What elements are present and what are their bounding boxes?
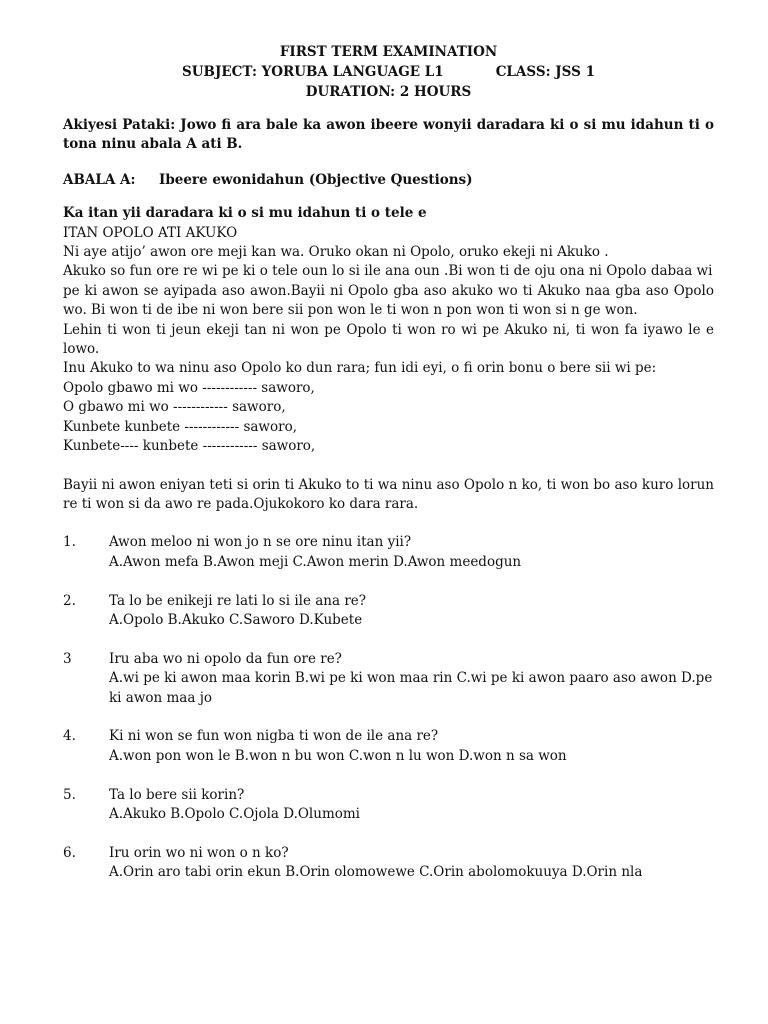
question-item — [63, 786, 714, 825]
subject-label: SUBJECT: YORUBA LANGUAGE L1 — [182, 64, 444, 80]
passage-instruction: Ka itan yii daradara ki o si mu idahun ti o tele e — [63, 205, 427, 222]
story-line: Ni aye atijo’ awon ore meji kan wa. Oruko okan ni Opolo, oruko ekeji ni Akuko . — [63, 244, 609, 261]
story-line: pe ki awon se ayipada aso awon.Bayii ni Opolo gba aso akuko wo ti Akuko naa gba aso Opolo wo. Bi won ti de ibe ni won bere sii pon won le ti won n pon won ti won si n ge won. — [63, 282, 714, 319]
question-options: A.wi pe ki awon maa korin B.wi pe ki won maa rin C.wi pe ki awon paaro aso awon D.pe ki awon maa jo — [109, 670, 713, 706]
question-number: 2. — [63, 592, 76, 609]
subject-line — [63, 62, 714, 82]
section-a-label: ABALA A: — [63, 171, 136, 188]
question-text: Awon meloo ni won jo n se ore ninu itan yii? — [109, 534, 412, 551]
instruction-text: Akiyesi Pataki: Jowo fi ara bale ka awon ibeere wonyii daradara ki o si mu idahun ti o tona ninu abala A ati B. — [63, 117, 714, 153]
song-line: O gbawo mi wo ------------ saworo, — [63, 399, 286, 416]
question-item — [63, 592, 714, 631]
section-a-title: Ibeere ewonidahun (Objective Questions) — [159, 171, 473, 188]
story-line: Akuko so fun ore re wi pe ki o tele oun lo si ile ana oun .Bi won ti de oju ona ni Opolo dabaa wi — [63, 263, 713, 280]
question-number: 6. — [63, 844, 76, 861]
question-text: Ta lo bere sii korin? — [109, 786, 245, 803]
question-text: Ta lo be enikeji re lati lo si ile ana re? — [109, 592, 367, 609]
question-text: Iru aba wo ni opolo da fun ore re? — [109, 650, 342, 667]
question-item — [63, 844, 714, 883]
class-label: CLASS: JSS 1 — [495, 64, 595, 80]
question-text: Iru orin wo ni won o n ko? — [109, 844, 289, 861]
question-item — [63, 650, 714, 709]
question-number: 4. — [63, 728, 76, 745]
question-text: Ki ni won se fun won nigba ti won de ile ana re? — [109, 728, 439, 745]
question-item — [63, 727, 714, 766]
song-line: Kunbete---- kunbete ------------ saworo, — [63, 438, 316, 455]
question-item — [63, 533, 714, 572]
exam-header — [63, 0, 714, 102]
question-options: A.Akuko B.Opolo C.Ojola D.Olumomi — [109, 806, 360, 823]
story-title: ITAN OPOLO ATI AKUKO — [63, 224, 238, 241]
question-options: A.Opolo B.Akuko C.Saworo D.Kubete — [109, 612, 363, 629]
duration-label: DURATION: 2 HOURS — [305, 84, 472, 100]
question-options: A.won pon won le B.won n bu won C.won n lu won D.won n sa won — [109, 748, 567, 765]
song-line: Kunbete kunbete ------------ saworo, — [63, 418, 297, 435]
story-line: Lehin ti won ti jeun ekeji tan ni won pe Opolo ti won ro wi pe Akuko ni, ti won fa iyawo le e lowo. — [63, 321, 714, 358]
section-a-heading — [63, 171, 714, 190]
question-number: 1. — [63, 534, 76, 551]
exam-title: FIRST TERM EXAMINATION — [279, 44, 498, 60]
story-line: Inu Akuko to wa ninu aso Opolo ko dun rara; fun idi eyi, o fi orin bonu o bere sii wi pe: — [63, 360, 657, 377]
question-options: A.Orin aro tabi orin ekun B.Orin olomowewe C.Orin abolomokuuya D.Orin nla — [109, 864, 643, 881]
song-line: Opolo gbawo mi wo ------------ saworo, — [63, 379, 315, 396]
question-options: A.Awon mefa B.Awon meji C.Awon merin D.Awon meedogun — [109, 553, 522, 570]
story-closing: Bayii ni awon eniyan teti si orin ti Akuko to ti wa ninu aso Opolo n ko, ti won bo aso kuro lorun re ti won si da awo re pada.Ojukokoro ko dara rara. — [63, 476, 714, 512]
question-number: 3 — [63, 650, 72, 667]
question-number: 5. — [63, 786, 76, 803]
